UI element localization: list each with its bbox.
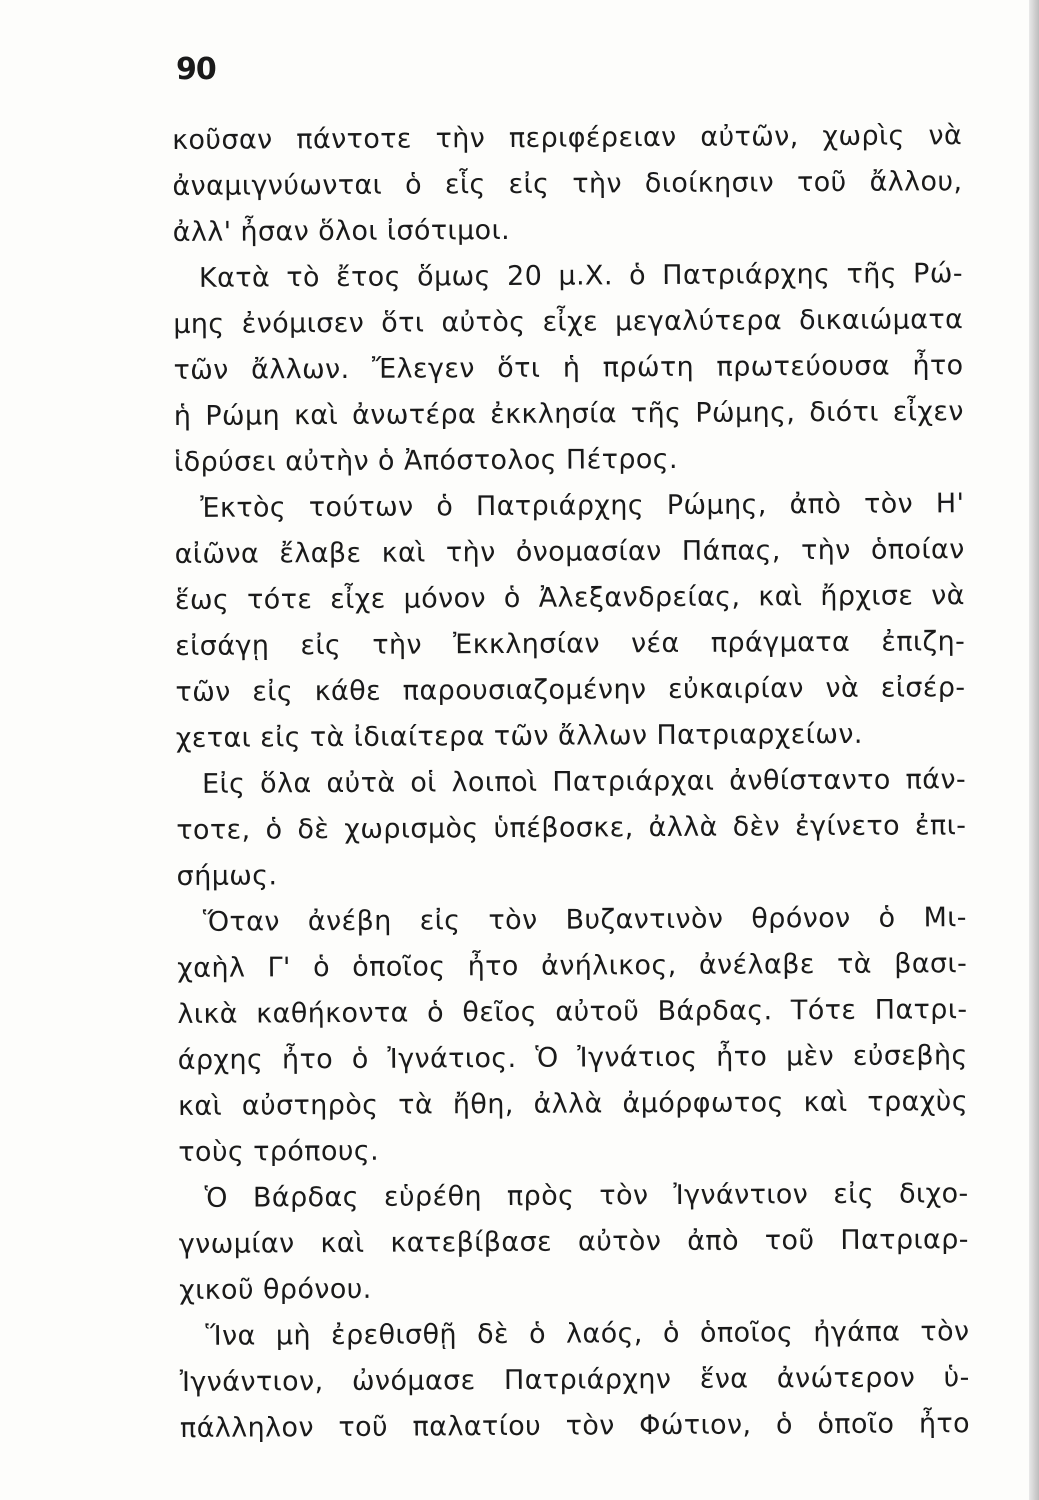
text-line: χαὴλ Γ' ὁ ὁποῖος ἦτο ἀνήλικος, ἀνέλαβε τὰ βασι-	[177, 948, 968, 984]
text-line: Εἰς ὅλα αὐτὰ οἱ λοιποὶ Πατριάρχαι ἀνθίσταντο πάν-	[201, 764, 967, 800]
text-line: ἕως τότε εἶχε μόνον ὁ Ἀλεξανδρείας, καὶ ἤρχισε νὰ	[174, 580, 966, 616]
text-line: χεται εἰς τὰ ἰδιαίτερα τῶν ἄλλων Πατριαρχείων.	[175, 718, 863, 754]
text-line: λικὰ καθήκοντα ὁ θεῖος αὐτοῦ Βάρδας. Τότε Πατρι-	[177, 994, 968, 1030]
text-line: σήμως.	[176, 860, 278, 892]
text-line: τῶν εἰς κάθε παρουσιαζομένην εὐκαιρίαν νὰ εἰσέρ-	[175, 672, 966, 708]
page-number: 90	[176, 52, 216, 87]
text-line: Ἐκτὸς τούτων ὁ Πατριάρχης Ρώμης, ἀπὸ τὸν Η'	[200, 488, 965, 524]
body-text	[172, 113, 970, 1452]
text-line: τῶν ἄλλων. Ἔλεγεν ὅτι ἡ πρώτη πρωτεύουσα ἦτο	[173, 350, 964, 386]
text-line: τοὺς τρόπους.	[178, 1135, 380, 1168]
text-line: Ἰγνάντιον, ὠνόμασε Πατριάρχην ἕνα ἀνώτερον ὑ-	[179, 1362, 970, 1398]
text-line: πάλληλον τοῦ παλατίου τὸν Φώτιον, ὁ ὁποῖο ἦτο	[179, 1408, 971, 1444]
text-line: χικοῦ θρόνου.	[179, 1273, 372, 1306]
text-line: μης ἐνόμισεν ὅτι αὐτὸς εἶχε μεγαλύτερα δικαιώματα	[173, 304, 964, 340]
text-line: τοτε, ὁ δὲ χωρισμὸς ὑπέβοσκε, ἀλλὰ δὲν ἐγίνετο ἐπι-	[176, 810, 967, 846]
text-line: ἡ Ρώμη καὶ ἀνωτέρα ἐκκλησία τῆς Ρώμης, διότι εἶχεν	[173, 396, 964, 432]
text-line: κοῦσαν πάντοτε τὴν περιφέρειαν αὐτῶν, χωρὶς νὰ	[172, 120, 963, 156]
page-edge-shadow	[1029, 0, 1039, 1500]
text-line: ἀλλ' ἦσαν ὅλοι ἰσότιμοι.	[172, 214, 511, 248]
text-line: Ἵνα μὴ ἐρεθισθῇ δὲ ὁ λαός, ὁ ὁποῖος ἠγάπα τὸν	[205, 1316, 970, 1352]
text-line: καὶ αὐστηρὸς τὰ ἤθη, ἀλλὰ ἀμόρφωτος καὶ τραχὺς	[177, 1086, 969, 1122]
text-line: αἰῶνα ἔλαβε καὶ τὴν ὀνομασίαν Πάπας, τὴν ὁποίαν	[174, 534, 965, 570]
text-line: Ὁ Βάρδας εὑρέθη πρὸς τὸν Ἰγνάντιον εἰς διχο-	[204, 1178, 969, 1214]
text-line: άρχης ἦτο ὁ Ἰγνάτιος. Ὁ Ἰγνάτιος ἦτο μὲν εὐσεβὴς	[177, 1040, 968, 1076]
text-line: Κατὰ τὸ ἔτος ὅμως 20 μ.Χ. ὁ Πατριάρχης τῆς Ρώ-	[198, 258, 964, 294]
text-line: ἀναμιγνύωνται ὁ εἷς εἰς τὴν διοίκησιν τοῦ ἄλλου,	[172, 166, 963, 202]
text-line: γνωμίαν καὶ κατεβίβασε αὐτὸν ἀπὸ τοῦ Πατριαρ-	[178, 1224, 969, 1260]
text-line: Ὅταν ἀνέβη εἰς τὸν Βυζαντινὸν θρόνον ὁ Μι-	[202, 902, 967, 938]
text-line: εἰσάγῃ εἰς τὴν Ἐκκλησίαν νέα πράγματα ἐπιζη-	[175, 626, 966, 662]
text-line: ἱδρύσει αὐτὴν ὁ Ἀπόστολος Πέτρος.	[174, 443, 679, 478]
